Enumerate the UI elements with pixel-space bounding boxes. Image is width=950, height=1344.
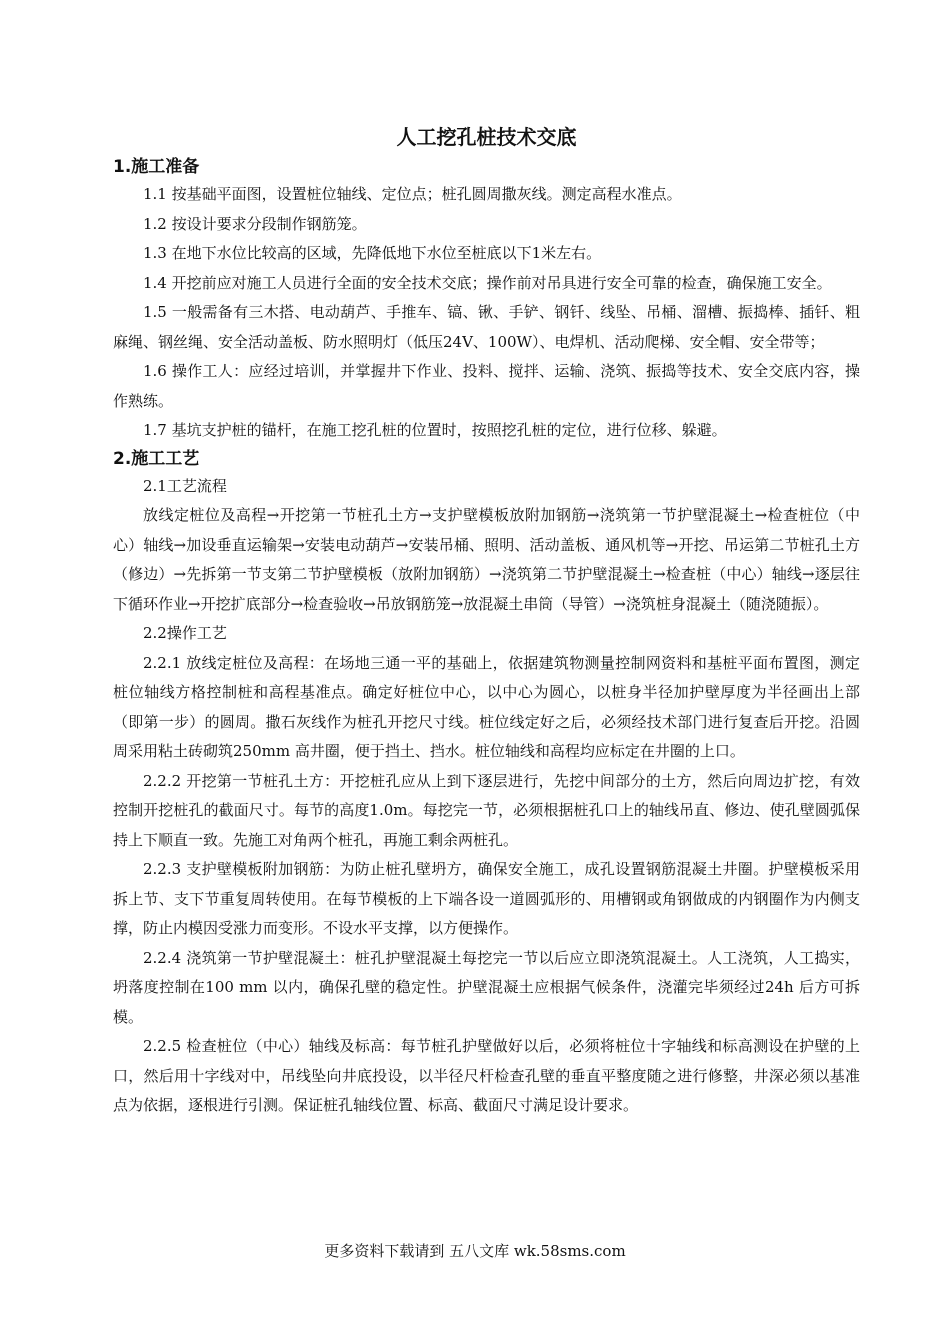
subheading: 2.1工艺流程	[143, 476, 227, 495]
paragraph: 2.2.1 放线定桩位及高程：在场地三通一平的基础上，依据建筑物测量控制网资料和基桩平面布置图，测定桩位轴线方格控制桩和高程基准点。确定好桩位中心，以中心为圆心，以桩身半径加护壁厚度为半径画出上部（即第一步）的圆周。撒石灰线作为桩孔开挖尺寸线。桩位线定好之后，必须经技术部门进行复查后开挖。沿圆周采用粘土砖砌筑250mm 高井圈，便于挡土、挡水。桩位轴线和高程均应标定在井圈的上口。	[113, 653, 860, 760]
paragraph: 2.2.4 浇筑第一节护壁混凝土：桩孔护壁混凝土每挖完一节以后应立即浇筑混凝土。人工浇筑，人工捣实，坍落度控制在100 mm 以内，确保孔壁的稳定性。护壁混凝土应根据气候条件，浇灌完毕须经过24h 后方可拆模。	[113, 948, 860, 1026]
paragraph: 1.3 在地下水位比较高的区域，先降低地下水位至桩底以下1米左右。	[143, 244, 602, 262]
footer-note: 更多资料下载请到 五八文库 wk.58sms.com	[324, 1242, 626, 1260]
subheading: 2.2操作工艺	[143, 624, 227, 642]
paragraph: 1.2 按设计要求分段制作钢筋笼。	[143, 214, 367, 233]
paragraph: 1.1 按基础平面图，设置桩位轴线、定位点；桩孔圆周撒灰线。测定高程水准点。	[143, 185, 682, 203]
paragraph: 2.2.5 检查桩位（中心）轴线及标高：每节桩孔护壁做好以后，必须将桩位十字轴线和标高测设在护壁的上口，然后用十字线对中，吊线坠向井底投设，以半径尺杆检查孔壁的垂直平整度随之进行修整，井深必须以基准点为依据，逐根进行引测。保证桩孔轴线位置、标高、截面尺寸满足设计要求。	[113, 1037, 860, 1114]
section-heading: 2.施工工艺	[113, 448, 200, 469]
paragraph: 1.5 一般需备有三木搭、电动葫芦、手推车、镐、锹、手铲、钢钎、线坠、吊桶、溜槽、振捣棒、插钎、粗麻绳、钢丝绳、安全活动盖板、防水照明灯（低压24V、100W）、电焊机、活动爬梯、安全帽、安全带等；	[113, 303, 860, 351]
paragraph: 放线定桩位及高程→开挖第一节桩孔土方→支护壁模板放附加钢筋→浇筑第一节护壁混凝土→检查桩位（中心）轴线→加设垂直运输架→安装电动葫芦→安装吊桶、照明、活动盖板、通风机等→开挖、吊运第二节桩孔土方（修边）→先拆第一节支第二节护壁模板（放附加钢筋）→浇筑第二节护壁混凝土→检查桩（中心）轴线→逐层往下循环作业→开挖扩底部分→检查验收→吊放钢筋笼→放混凝土串筒（导管）→浇筑桩身混凝土（随浇随振）。	[113, 506, 860, 613]
section-heading: 1.施工准备	[113, 157, 200, 177]
paragraph: 1.7 基坑支护桩的锚杆，在施工挖孔桩的位置时，按照挖孔桩的定位，进行位移、躲避。	[143, 421, 727, 439]
page-title: 人工挖孔桩技术交底	[396, 125, 577, 149]
paragraph: 1.6 操作工人：应经过培训，并掌握井下作业、投料、搅拌、运输、浇筑、振捣等技术、安全交底内容，操作熟练。	[113, 362, 860, 410]
section-preparation	[113, 154, 860, 446]
section-process	[113, 446, 860, 1121]
paragraph: 2.2.3 支护壁模板附加钢筋：为防止桩孔壁坍方，确保安全施工，成孔设置钢筋混凝土井圈。护壁模板采用拆上节、支下节重复周转使用。在每节模板的上下端各设一道圆弧形的、用槽钢或角钢做成的内钢圈作为内侧支撑，防止内模因受涨力而变形。不设水平支撑，以方便操作。	[113, 860, 860, 937]
paragraph: 2.2.2 开挖第一节桩孔土方：开挖桩孔应从上到下逐层进行，先挖中间部分的土方，然后向周边扩挖，有效控制开挖桩孔的截面尺寸。每节的高度1.0m。每挖完一节，必须根据桩孔口上的轴线吊直、修边、使孔壁圆弧保持上下顺直一致。先施工对角两个桩孔，再施工剩余两桩孔。	[113, 771, 860, 849]
document-body	[113, 122, 860, 1121]
paragraph: 1.4 开挖前应对施工人员进行全面的安全技术交底；操作前对吊具进行安全可靠的检查，确保施工安全。	[143, 273, 832, 292]
